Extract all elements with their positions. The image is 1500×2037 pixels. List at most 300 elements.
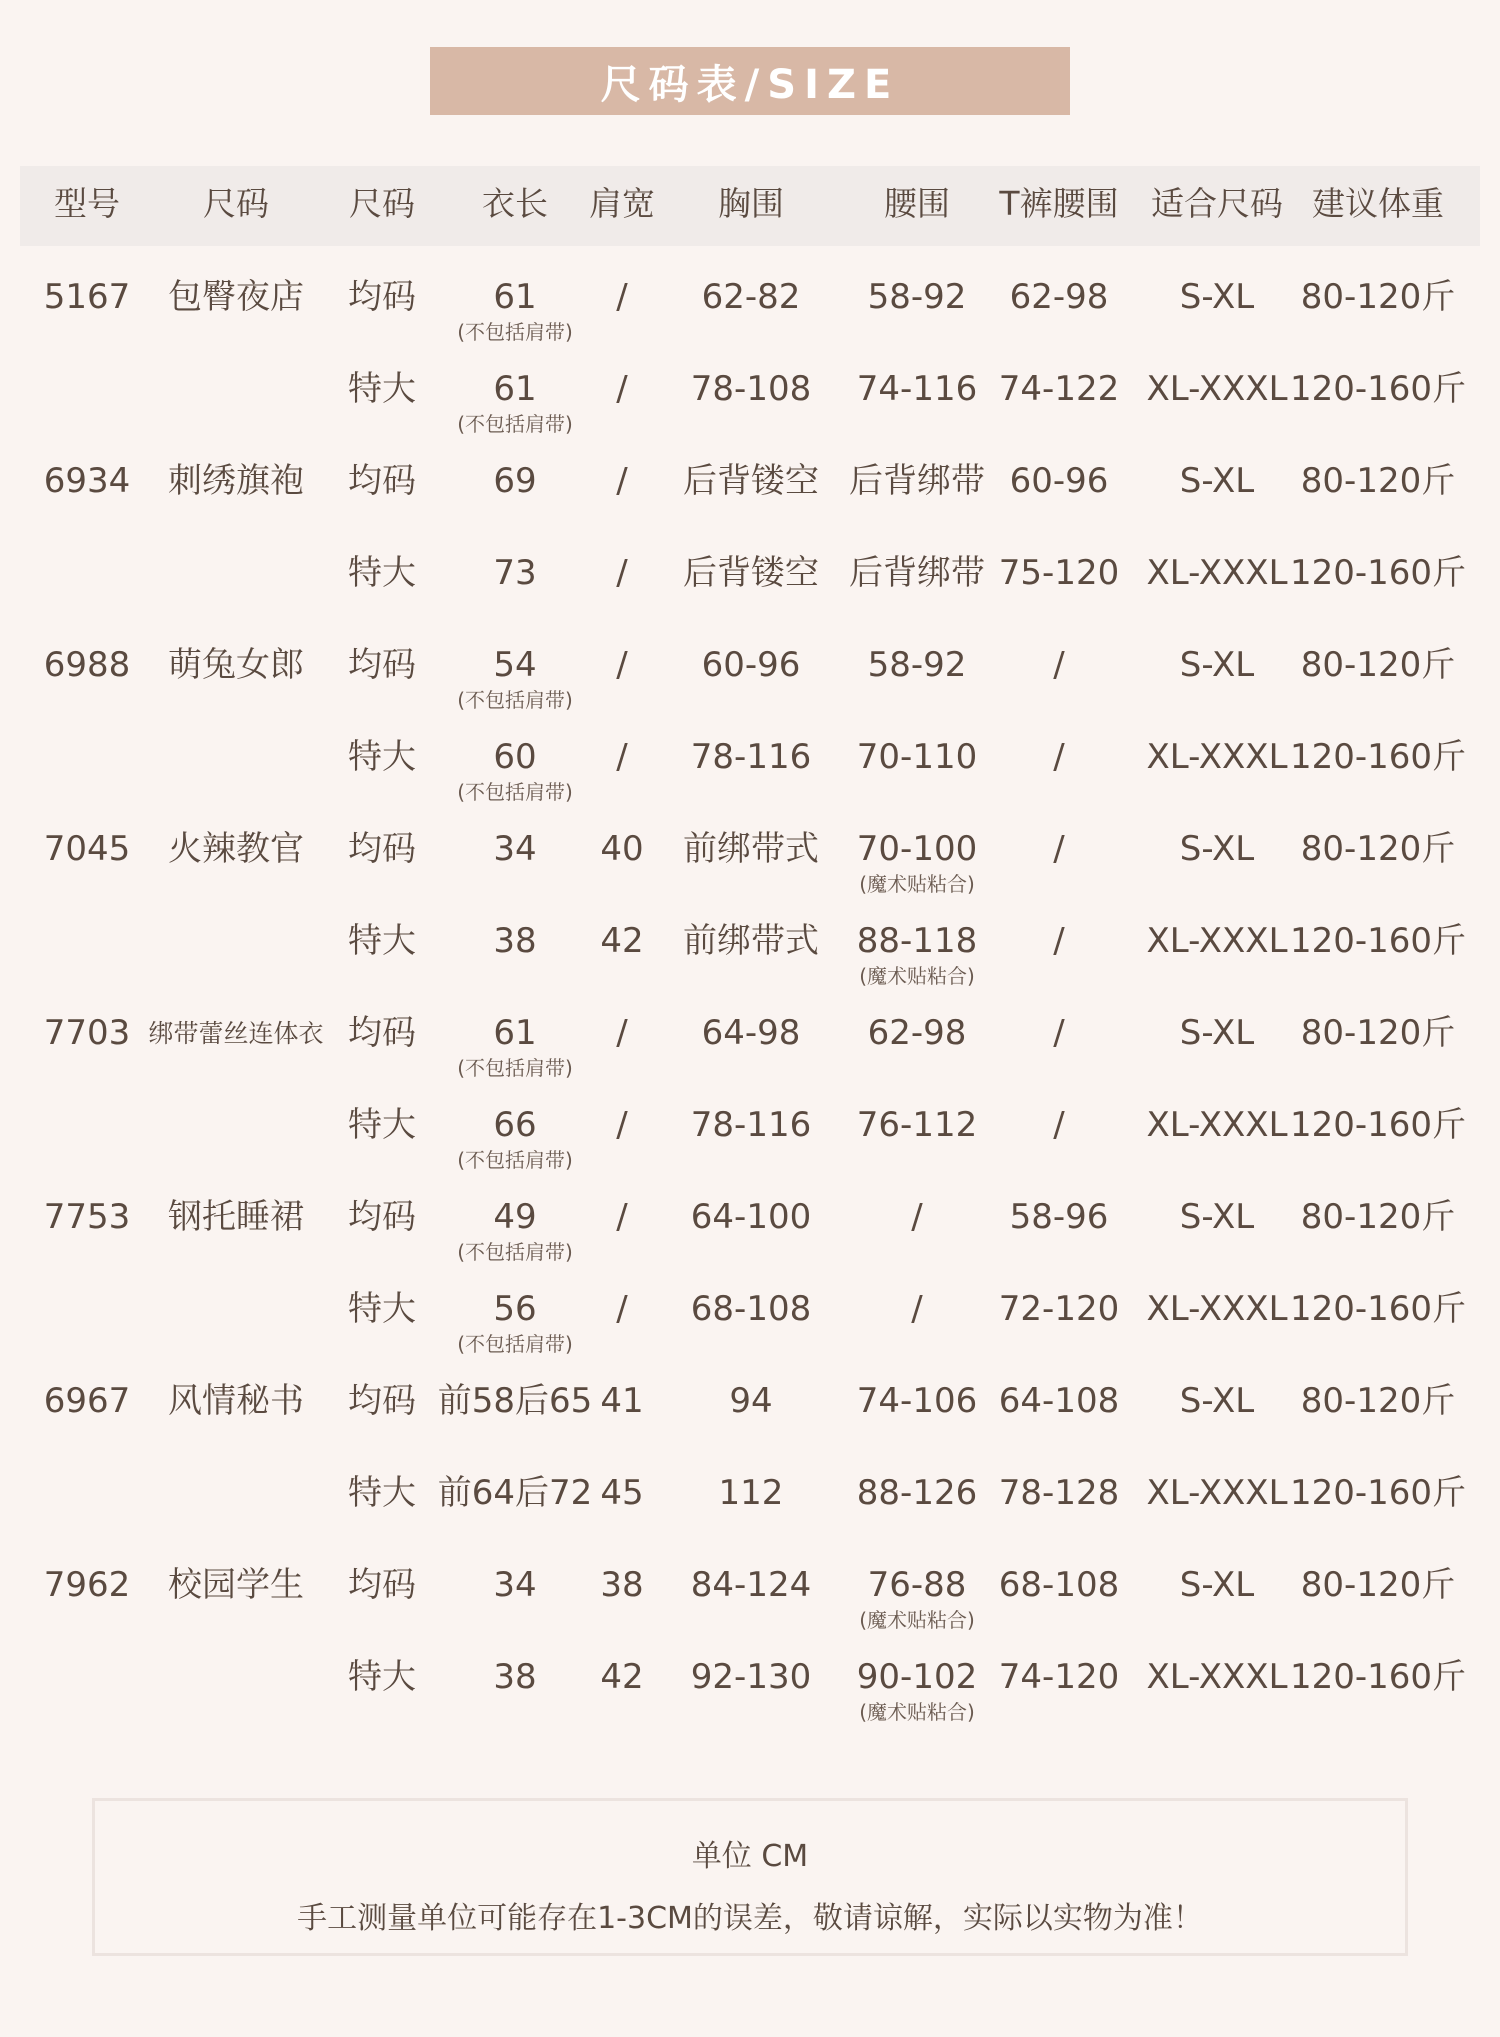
- cell-size: [348, 369, 416, 409]
- cell-fit-size: [1179, 1197, 1255, 1237]
- cell-chest: [690, 737, 812, 777]
- cell-shoulder: [600, 1473, 644, 1513]
- footer-note: [92, 1798, 1408, 1956]
- cell-value: 88-126: [856, 1473, 978, 1513]
- cell-value: 68-108: [690, 1289, 812, 1329]
- cell-value: /: [1053, 1013, 1065, 1053]
- cell-shoulder: [616, 369, 628, 409]
- waist-note: (魔术贴粘合): [859, 964, 975, 988]
- cell-length: [493, 553, 537, 593]
- cell-value: 特大: [348, 553, 416, 593]
- cell-value: 80-120斤: [1300, 277, 1456, 317]
- cell-value: /: [616, 1197, 628, 1237]
- cell-value: 94: [729, 1381, 773, 1421]
- cell-fit-size: [1179, 461, 1255, 501]
- cell-value: 66: [493, 1105, 537, 1145]
- cell-value: /: [1053, 921, 1065, 961]
- cell-tpants-waist: [998, 1565, 1120, 1605]
- cell-size: [348, 553, 416, 593]
- cell-value: /: [1053, 645, 1065, 685]
- cell-tpants-waist: [1009, 277, 1109, 317]
- cell-weight: [1289, 369, 1467, 409]
- page-title: 尺码表/SIZE: [600, 61, 900, 108]
- cell-tpants-waist: [1009, 1197, 1109, 1237]
- cell-value: 120-160斤: [1289, 921, 1467, 961]
- cell-value: S-XL: [1179, 645, 1255, 685]
- cell-chest: [690, 1197, 812, 1237]
- cell-length: [457, 277, 573, 344]
- cell-value: 76-112: [856, 1105, 978, 1145]
- cell-weight: [1300, 1013, 1456, 1053]
- cell-value: 120-160斤: [1289, 369, 1467, 409]
- cell-value: 特大: [348, 369, 416, 409]
- cell-weight: [1300, 1565, 1456, 1605]
- cell-value: XL-XXXL: [1146, 1289, 1288, 1329]
- cell-weight: [1289, 737, 1467, 777]
- cell-value: 包臀夜店: [168, 277, 304, 317]
- cell-model: [43, 1197, 131, 1237]
- cell-value: /: [616, 553, 628, 593]
- cell-value: 80-120斤: [1300, 829, 1456, 869]
- cell-value: 78-116: [690, 1105, 812, 1145]
- cell-value: 74-122: [998, 369, 1120, 409]
- cell-value: 特大: [348, 1105, 416, 1145]
- cell-value: 38: [493, 921, 537, 961]
- cell-length: [493, 921, 537, 961]
- cell-weight: [1289, 921, 1467, 961]
- cell-value: 后背镂空: [683, 553, 819, 593]
- cell-value: 74-116: [856, 369, 978, 409]
- cell-value: /: [1053, 1105, 1065, 1145]
- header-model: 型号: [54, 184, 120, 223]
- cell-waist: [911, 1289, 923, 1329]
- cell-waist: [859, 1565, 975, 1632]
- cell-value: 70-100: [856, 829, 978, 869]
- cell-shoulder: [616, 1105, 628, 1145]
- waist-note: (魔术贴粘合): [859, 1608, 975, 1632]
- cell-name: [168, 277, 304, 317]
- cell-tpants-waist: [1053, 645, 1065, 685]
- header-length: 衣长: [482, 184, 548, 223]
- cell-value: 72-120: [998, 1289, 1120, 1329]
- cell-value: 73: [493, 553, 537, 593]
- cell-name: [148, 1021, 323, 1046]
- header-weight: 建议体重: [1312, 184, 1444, 223]
- cell-tpants-waist: [998, 553, 1120, 593]
- cell-name: [168, 1197, 304, 1237]
- cell-tpants-waist: [1053, 1105, 1065, 1145]
- cell-value: 80-120斤: [1300, 1013, 1456, 1053]
- cell-value: 前绑带式: [683, 829, 819, 869]
- cell-waist: [856, 369, 978, 409]
- cell-size: [348, 645, 416, 685]
- cell-size: [348, 277, 416, 317]
- cell-model: [43, 1381, 131, 1421]
- cell-value: 后背镂空: [683, 461, 819, 501]
- header-chest: 胸围: [718, 184, 784, 223]
- cell-tpants-waist: [998, 1289, 1120, 1329]
- cell-weight: [1289, 1289, 1467, 1329]
- cell-chest: [690, 1565, 812, 1605]
- header-waist: 腰围: [884, 184, 950, 223]
- cell-waist: [856, 1657, 978, 1724]
- cell-value: XL-XXXL: [1146, 737, 1288, 777]
- length-note: (不包括肩带): [457, 1056, 573, 1080]
- cell-shoulder: [616, 277, 628, 317]
- cell-value: 56: [493, 1289, 537, 1329]
- cell-value: 120-160斤: [1289, 1105, 1467, 1145]
- cell-shoulder: [600, 829, 644, 869]
- cell-fit-size: [1146, 553, 1288, 593]
- cell-waist: [856, 1381, 978, 1421]
- cell-tpants-waist: [1053, 737, 1065, 777]
- cell-value: /: [1053, 737, 1065, 777]
- cell-weight: [1300, 1381, 1456, 1421]
- cell-value: 均码: [348, 1381, 416, 1421]
- cell-value: 萌兔女郎: [168, 645, 304, 685]
- cell-size: [348, 1565, 416, 1605]
- cell-waist: [867, 1013, 967, 1053]
- cell-fit-size: [1146, 1105, 1288, 1145]
- cell-tpants-waist: [1053, 829, 1065, 869]
- cell-waist: [867, 277, 967, 317]
- cell-value: /: [616, 277, 628, 317]
- cell-weight: [1300, 829, 1456, 869]
- cell-value: 45: [600, 1473, 644, 1513]
- cell-chest: [690, 1657, 812, 1697]
- cell-model: [43, 829, 131, 869]
- cell-name: [168, 1381, 304, 1421]
- cell-model: [43, 461, 131, 501]
- cell-value: S-XL: [1179, 829, 1255, 869]
- cell-fit-size: [1179, 1565, 1255, 1605]
- cell-value: 58-96: [1009, 1197, 1109, 1237]
- cell-tpants-waist: [998, 1657, 1120, 1697]
- cell-weight: [1289, 553, 1467, 593]
- cell-shoulder: [616, 553, 628, 593]
- cell-length: [493, 1565, 537, 1605]
- cell-tpants-waist: [1053, 1013, 1065, 1053]
- cell-length: [457, 1013, 573, 1080]
- cell-value: 58-92: [867, 277, 967, 317]
- cell-value: XL-XXXL: [1146, 1657, 1288, 1697]
- cell-value: 80-120斤: [1300, 1565, 1456, 1605]
- cell-value: 火辣教官: [168, 829, 304, 869]
- cell-value: 120-160斤: [1289, 1657, 1467, 1697]
- cell-value: 49: [493, 1197, 537, 1237]
- cell-value: 62-98: [867, 1013, 967, 1053]
- cell-tpants-waist: [998, 369, 1120, 409]
- cell-value: 78-128: [998, 1473, 1120, 1513]
- cell-value: XL-XXXL: [1146, 553, 1288, 593]
- cell-model: [43, 645, 131, 685]
- cell-value: 80-120斤: [1300, 1197, 1456, 1237]
- cell-value: 60-96: [701, 645, 801, 685]
- cell-value: 38: [600, 1565, 644, 1605]
- cell-waist: [911, 1197, 923, 1237]
- cell-value: 120-160斤: [1289, 1473, 1467, 1513]
- cell-chest: [683, 553, 819, 593]
- title-banner: [430, 47, 1070, 115]
- cell-value: 88-118: [856, 921, 978, 961]
- cell-value: 78-108: [690, 369, 812, 409]
- cell-value: S-XL: [1179, 1013, 1255, 1053]
- cell-value: 绑带蕾丝连体衣: [148, 1019, 324, 1048]
- cell-length: [437, 1473, 593, 1513]
- cell-chest: [718, 1473, 784, 1513]
- cell-value: XL-XXXL: [1146, 921, 1288, 961]
- cell-value: 均码: [348, 829, 416, 869]
- cell-value: 64-108: [998, 1381, 1120, 1421]
- cell-length: [493, 1657, 537, 1697]
- cell-waist: [849, 461, 985, 501]
- cell-value: /: [616, 1289, 628, 1329]
- cell-value: 38: [493, 1657, 537, 1697]
- cell-value: XL-XXXL: [1146, 1473, 1288, 1513]
- cell-chest: [690, 1289, 812, 1329]
- length-note: (不包括肩带): [457, 1332, 573, 1356]
- cell-value: 6967: [43, 1381, 131, 1421]
- cell-chest: [683, 461, 819, 501]
- cell-length: [457, 1197, 573, 1264]
- cell-value: 76-88: [867, 1565, 967, 1605]
- cell-shoulder: [616, 1289, 628, 1329]
- cell-value: /: [616, 461, 628, 501]
- cell-value: S-XL: [1179, 461, 1255, 501]
- length-note: (不包括肩带): [457, 1240, 573, 1264]
- cell-length: [437, 1381, 593, 1421]
- cell-value: 120-160斤: [1289, 553, 1467, 593]
- cell-weight: [1289, 1105, 1467, 1145]
- cell-value: 5167: [43, 277, 131, 317]
- cell-value: 80-120斤: [1300, 1381, 1456, 1421]
- cell-waist: [856, 1473, 978, 1513]
- cell-shoulder: [616, 461, 628, 501]
- cell-length: [457, 1289, 573, 1356]
- cell-value: 70-110: [856, 737, 978, 777]
- cell-waist: [867, 645, 967, 685]
- cell-value: 92-130: [690, 1657, 812, 1697]
- cell-value: /: [616, 645, 628, 685]
- cell-length: [493, 461, 537, 501]
- waist-note: (魔术贴粘合): [859, 872, 975, 896]
- cell-chest: [690, 1105, 812, 1145]
- cell-tpants-waist: [998, 1381, 1120, 1421]
- cell-fit-size: [1179, 645, 1255, 685]
- cell-chest: [683, 829, 819, 869]
- cell-weight: [1289, 1473, 1467, 1513]
- cell-value: /: [616, 1105, 628, 1145]
- cell-name: [168, 829, 304, 869]
- cell-size: [348, 1657, 416, 1697]
- cell-value: 80-120斤: [1300, 645, 1456, 685]
- cell-size: [348, 1105, 416, 1145]
- cell-fit-size: [1146, 1657, 1288, 1697]
- cell-weight: [1289, 1657, 1467, 1697]
- cell-shoulder: [616, 1197, 628, 1237]
- cell-fit-size: [1146, 369, 1288, 409]
- cell-value: 均码: [348, 645, 416, 685]
- cell-value: 78-116: [690, 737, 812, 777]
- cell-value: 7703: [43, 1013, 131, 1053]
- cell-length: [457, 369, 573, 436]
- cell-waist: [856, 921, 978, 988]
- cell-shoulder: [600, 1381, 644, 1421]
- length-note: (不包括肩带): [457, 1148, 573, 1172]
- cell-value: 风情秘书: [168, 1381, 304, 1421]
- cell-length: [457, 645, 573, 712]
- cell-value: 120-160斤: [1289, 1289, 1467, 1329]
- cell-chest: [701, 1013, 801, 1053]
- cell-fit-size: [1146, 1289, 1288, 1329]
- cell-fit-size: [1146, 737, 1288, 777]
- cell-value: 6934: [43, 461, 131, 501]
- cell-waist: [856, 829, 978, 896]
- cell-waist: [856, 1105, 978, 1145]
- cell-value: 特大: [348, 1473, 416, 1513]
- length-note: (不包括肩带): [457, 320, 573, 344]
- cell-size: [348, 921, 416, 961]
- cell-value: XL-XXXL: [1146, 369, 1288, 409]
- cell-value: S-XL: [1179, 1381, 1255, 1421]
- cell-size: [348, 1289, 416, 1329]
- cell-value: 均码: [348, 461, 416, 501]
- disclaimer-text: 手工测量单位可能存在1-3CM的误差，敬请谅解，实际以实物为准！: [297, 1901, 1203, 1936]
- cell-shoulder: [616, 737, 628, 777]
- cell-value: 刺绣旗袍: [168, 461, 304, 501]
- cell-length: [457, 1105, 573, 1172]
- header-tpants-waist: T裤腰围: [999, 184, 1119, 223]
- cell-fit-size: [1146, 1473, 1288, 1513]
- cell-fit-size: [1179, 829, 1255, 869]
- cell-chest: [701, 277, 801, 317]
- header-size: 尺码: [349, 184, 415, 223]
- cell-model: [43, 1013, 131, 1053]
- cell-size: [348, 1197, 416, 1237]
- cell-tpants-waist: [1009, 461, 1109, 501]
- cell-value: 60-96: [1009, 461, 1109, 501]
- cell-value: 60: [493, 737, 537, 777]
- cell-value: 7045: [43, 829, 131, 869]
- cell-value: 61: [493, 277, 537, 317]
- cell-size: [348, 829, 416, 869]
- cell-value: 62-98: [1009, 277, 1109, 317]
- cell-value: 42: [600, 1657, 644, 1697]
- header-shoulder: 肩宽: [589, 184, 655, 223]
- cell-value: 61: [493, 369, 537, 409]
- cell-value: 前58后65: [437, 1381, 593, 1421]
- cell-waist: [849, 553, 985, 593]
- cell-name: [168, 461, 304, 501]
- cell-length: [457, 737, 573, 804]
- cell-value: 前绑带式: [683, 921, 819, 961]
- cell-value: 7962: [43, 1565, 131, 1605]
- cell-fit-size: [1179, 1013, 1255, 1053]
- cell-name: [168, 1565, 304, 1605]
- cell-value: 112: [718, 1473, 784, 1513]
- cell-value: 61: [493, 1013, 537, 1053]
- cell-tpants-waist: [998, 1473, 1120, 1513]
- cell-value: 特大: [348, 921, 416, 961]
- cell-size: [348, 1381, 416, 1421]
- cell-value: 均码: [348, 1197, 416, 1237]
- cell-value: 6988: [43, 645, 131, 685]
- cell-waist: [856, 737, 978, 777]
- cell-value: /: [616, 369, 628, 409]
- cell-shoulder: [616, 645, 628, 685]
- cell-value: 80-120斤: [1300, 461, 1456, 501]
- waist-note: (魔术贴粘合): [859, 1700, 975, 1724]
- cell-size: [348, 1473, 416, 1513]
- cell-value: 58-92: [867, 645, 967, 685]
- cell-value: 42: [600, 921, 644, 961]
- cell-value: S-XL: [1179, 277, 1255, 317]
- cell-size: [348, 1013, 416, 1053]
- cell-size: [348, 461, 416, 501]
- cell-value: 64-100: [690, 1197, 812, 1237]
- cell-value: 90-102: [856, 1657, 978, 1697]
- cell-value: S-XL: [1179, 1565, 1255, 1605]
- cell-shoulder: [600, 1657, 644, 1697]
- cell-value: 34: [493, 829, 537, 869]
- cell-value: 钢托睡裙: [168, 1197, 304, 1237]
- cell-value: 74-120: [998, 1657, 1120, 1697]
- cell-value: 7753: [43, 1197, 131, 1237]
- cell-value: /: [911, 1289, 923, 1329]
- cell-shoulder: [600, 921, 644, 961]
- length-note: (不包括肩带): [457, 688, 573, 712]
- header-name: 尺码: [203, 184, 269, 223]
- cell-value: 120-160斤: [1289, 737, 1467, 777]
- cell-weight: [1300, 645, 1456, 685]
- cell-value: 均码: [348, 1565, 416, 1605]
- cell-value: /: [911, 1197, 923, 1237]
- cell-value: 74-106: [856, 1381, 978, 1421]
- unit-label: 单位 CM: [691, 1839, 809, 1874]
- cell-tpants-waist: [1053, 921, 1065, 961]
- cell-value: 68-108: [998, 1565, 1120, 1605]
- cell-value: XL-XXXL: [1146, 1105, 1288, 1145]
- cell-chest: [683, 921, 819, 961]
- cell-fit-size: [1179, 277, 1255, 317]
- cell-value: /: [616, 737, 628, 777]
- cell-model: [43, 1565, 131, 1605]
- cell-value: 均码: [348, 1013, 416, 1053]
- length-note: (不包括肩带): [457, 780, 573, 804]
- cell-size: [348, 737, 416, 777]
- cell-value: 40: [600, 829, 644, 869]
- cell-fit-size: [1179, 1381, 1255, 1421]
- cell-value: 34: [493, 1565, 537, 1605]
- cell-weight: [1300, 461, 1456, 501]
- cell-shoulder: [616, 1013, 628, 1053]
- cell-model: [43, 277, 131, 317]
- cell-value: 84-124: [690, 1565, 812, 1605]
- cell-value: 62-82: [701, 277, 801, 317]
- cell-shoulder: [600, 1565, 644, 1605]
- cell-length: [493, 829, 537, 869]
- cell-value: 41: [600, 1381, 644, 1421]
- cell-value: 前64后72: [437, 1473, 593, 1513]
- cell-value: 64-98: [701, 1013, 801, 1053]
- cell-weight: [1300, 277, 1456, 317]
- cell-value: S-XL: [1179, 1197, 1255, 1237]
- cell-value: 特大: [348, 737, 416, 777]
- cell-chest: [701, 645, 801, 685]
- cell-value: 后背绑带: [849, 461, 985, 501]
- header-fit-size: 适合尺码: [1151, 184, 1283, 223]
- cell-value: 特大: [348, 1289, 416, 1329]
